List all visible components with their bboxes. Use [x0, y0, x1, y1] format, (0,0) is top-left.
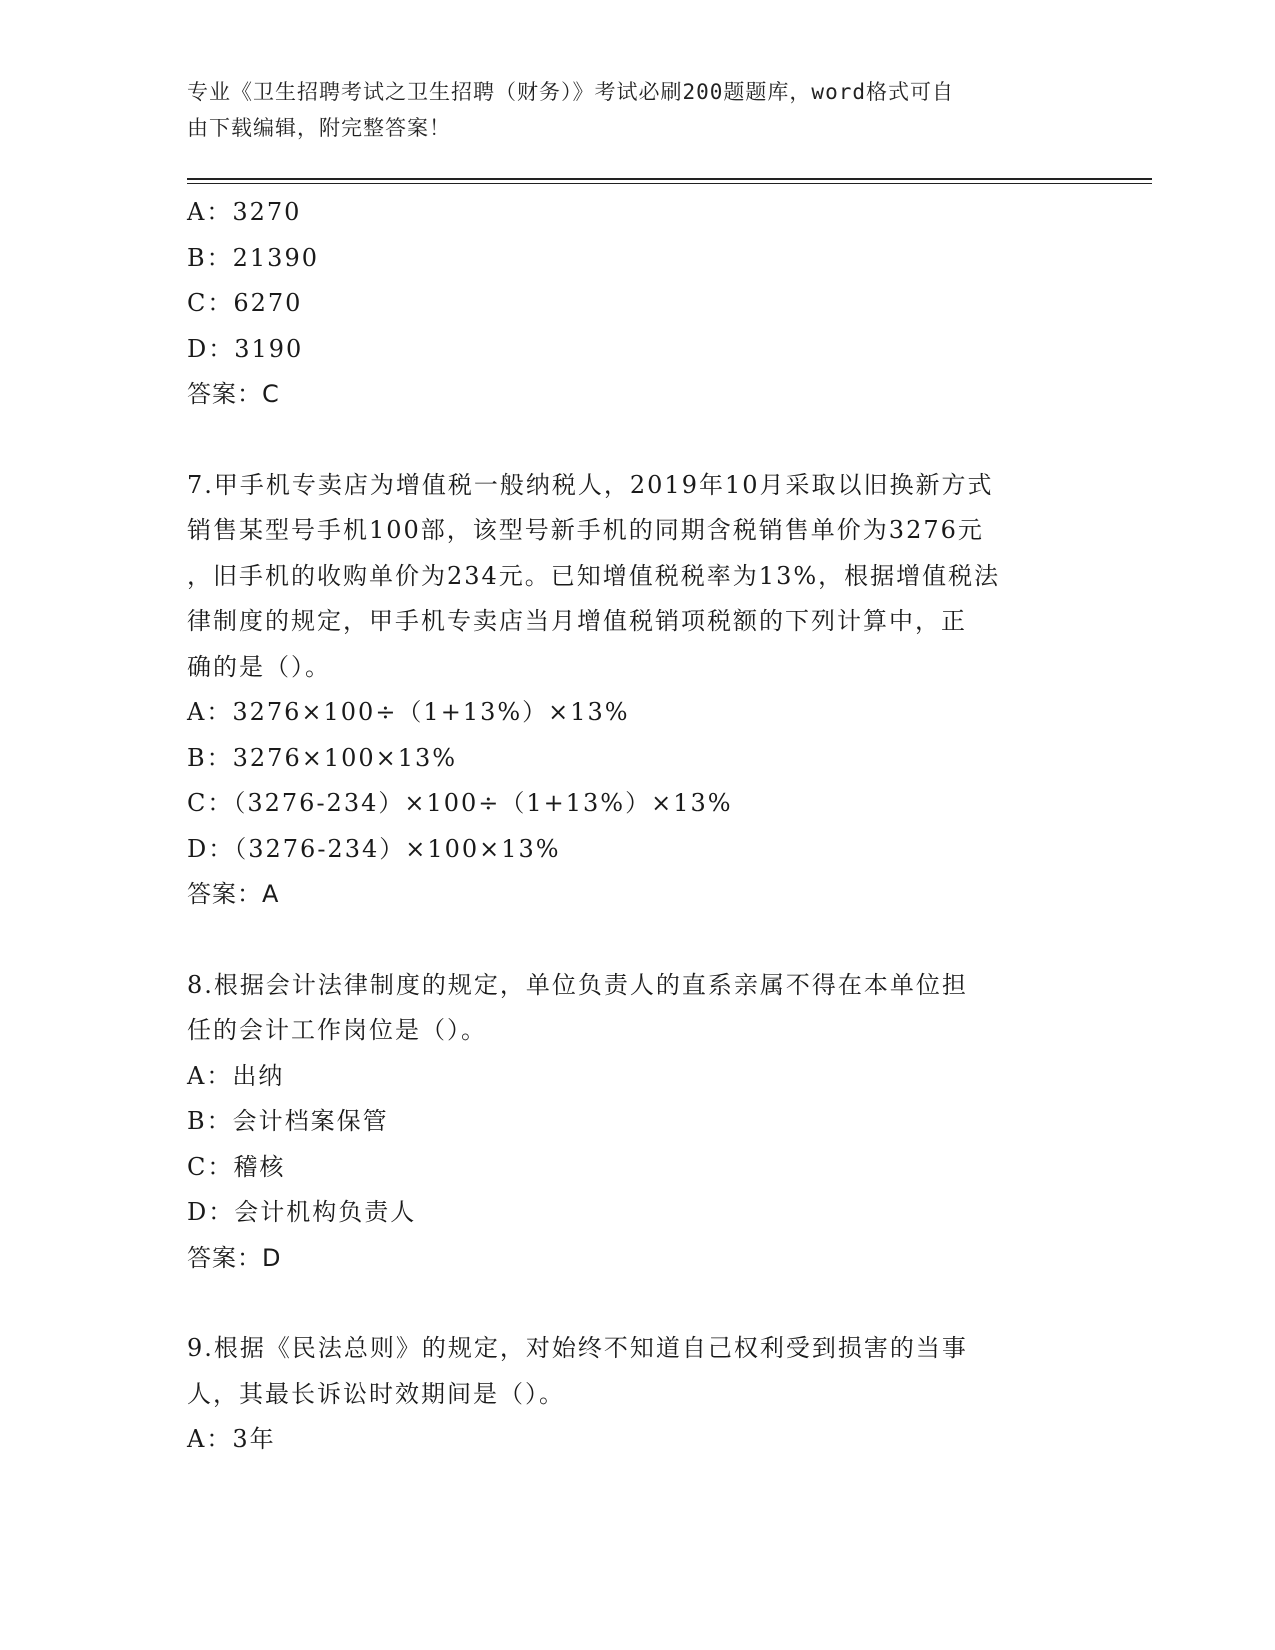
- question-text-line: 人，其最长诉讼时效期间是（）。: [187, 1379, 565, 1408]
- question-text-line: 任的会计工作岗位是（）。: [187, 1016, 487, 1044]
- question-9: [187, 1326, 1087, 1463]
- option-a: A：3276×100÷（1+13%）×13%: [187, 698, 630, 726]
- option-a: A：3年: [187, 1425, 276, 1453]
- question-text-line: 销售某型号手机100部，该型号新手机的同期含税销售单价为3276元: [187, 516, 984, 544]
- header-rule-thick: [187, 178, 1152, 180]
- header-rule-thin: [187, 183, 1152, 184]
- option-c: C：（3276-234）×100÷（1+13%）×13%: [187, 789, 733, 817]
- spacer: [187, 1281, 1087, 1326]
- option-d: D：3190: [187, 334, 304, 363]
- spacer: [187, 918, 1087, 963]
- option-c: C：稽核: [187, 1152, 286, 1181]
- document-header: [187, 74, 1067, 146]
- option-b: B：3276×100×13%: [187, 743, 458, 772]
- question-8: [187, 963, 1087, 1282]
- option-d: D：会计机构负责人: [187, 1198, 417, 1226]
- header-line-1: 专业《卫生招聘考试之卫生招聘（财务）》考试必刷200题题库，word格式可自: [187, 80, 954, 104]
- option-a: A：出纳: [187, 1061, 285, 1090]
- question-7: [187, 463, 1087, 918]
- question-text-line: ，旧手机的收购单价为234元。已知增值税税率为13%，根据增值税法: [187, 561, 1001, 590]
- question-text-line: 确的是（）。: [187, 652, 331, 681]
- answer: 答案：C: [187, 380, 280, 408]
- header-line-2: 由下载编辑，附完整答案！: [187, 116, 451, 140]
- option-c: C：6270: [187, 289, 303, 317]
- question-text-line: 9.根据《民法总则》的规定，对始终不知道自己权利受到损害的当事: [187, 1334, 968, 1362]
- answer: 答案：A: [187, 880, 280, 908]
- question-text-line: 8.根据会计法律制度的规定，单位负责人的直系亲属不得在本单位担: [187, 970, 968, 999]
- question-text-line: 律制度的规定，甲手机专卖店当月增值税销项税额的下列计算中，正: [187, 607, 967, 635]
- option-b: B：会计档案保管: [187, 1107, 389, 1135]
- spacer: [187, 418, 1087, 463]
- question-6: [187, 190, 1087, 418]
- option-a: A：3270: [187, 198, 302, 226]
- answer: 答案：D: [187, 1243, 282, 1272]
- option-d: D：（3276-234）×100×13%: [187, 834, 561, 863]
- question-content: [187, 190, 1087, 1463]
- option-b: B：21390: [187, 243, 319, 272]
- question-text-line: 7.甲手机专卖店为增值税一般纳税人，2019年10月采取以旧换新方式: [187, 470, 994, 499]
